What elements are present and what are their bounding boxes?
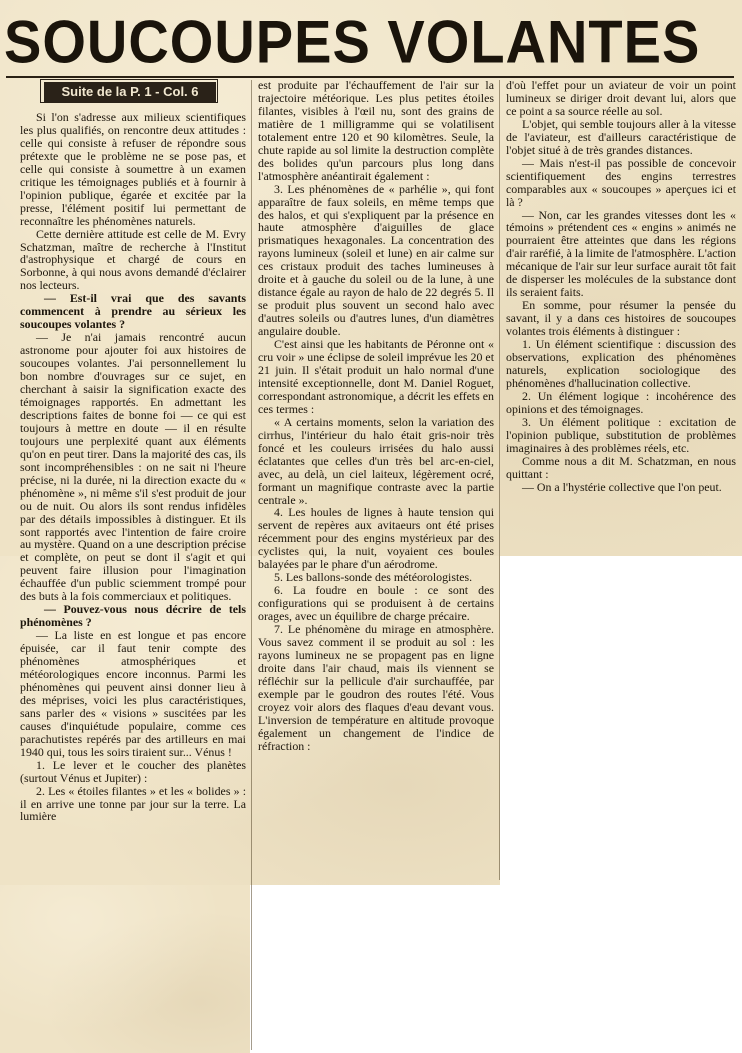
- list-item: 2. Les « étoiles filantes » et les « bolides » : il en arrive une tonne par jour sur la terre. La lumière: [20, 783, 246, 824]
- article-column-1: [20, 111, 246, 1051]
- paragraph: Cette dernière attitude est celle de M. Evry Schatzman, maître de recherche à l'Institut d'astrophysique et chargé de cours en Sorbonne, à qui nous avons demandé d'éclairer nos lecteurs.: [20, 226, 246, 293]
- paragraph: — Je n'ai jamais rencontré aucun astronome pour ajouter foi aux histoires de soucoupes volantes. J'ai personnellement lu bon nombre d'ouvrages sur ce sujet, en cherchant à saisir la signification exacte des témoignages rapportés. En admettant les descriptions faites de bonne foi — ce qui est toujours à mettre en doute — il en résulte toujours une perplexité quant aux éléments qu'on en peut tirer. Dans la majorité des cas, ils sont incompréhensibles : on ne sait ni l'heure précise, ni la durée, ni la direction exacte du « phénomène », ni même s'il s'est produit de jour ou de nuit. Ou alors ils sont rendus infidèles par des détails impossibles à distinguer. Et ils sont rapportés avec l'intention de faire croire au mystère. Quand on a une description précise et complète, on peut se dont il s'agit et qui peuvent faire illusion pour l'imagination échauffée d'un public sciemment trompé pour des buts à la fois commerciaux et politiques.: [20, 330, 246, 604]
- list-item: 6. La foudre en boule : ce sont des configurations qui se produisent à de certains orages, avec un équilibre de charge précaire.: [258, 583, 494, 624]
- list-item: 3. Les phénomènes de « parhélie », qui font apparaître de faux soleils, en même temps que des halos, et qui s'expliquent par la présence en haute atmosphère d'aiguilles de glace prismatiques hexagonales. La concentration des rayons lumineux (soleil et lune) en air calme sur ces cristaux produit des taches lumineuses à droite et à gauche du soleil ou de la lune, à une distance égale au rayon de halo de 22 degrés 5. Il se produit plus souvent un second halo avec d'autres soleils ou d'autres lunes, d'un diamètres angulaire double.: [258, 181, 494, 339]
- paragraph: — La liste en est longue et pas encore épuisée, car il faut tenir compte des phénomènes atmosphériques et météorologiques encore inconnus. Parmi les phénomènes qui peuvent ainsi donner lieu à des méprises, voici les plus caractéristiques, sans parler des « visions » suscitées par les causes d'inquiétude populaire, comme ces parachutistes repérés par des artilleurs en mai 1940 qui, tous les soirs tiraient sur... Vénus !: [20, 628, 246, 759]
- list-item: 2. Un élément logique : incohérence des opinions et des témoignages.: [506, 388, 736, 416]
- article-column-3: [506, 79, 736, 555]
- list-item: 3. Un élément politique : excitation de l'opinion publique, substitution de problèmes imaginaires à des problèmes réels, etc.: [506, 414, 736, 455]
- list-item: 7. Le phénomène du mirage en atmosphère. Vous savez comment il se produit au sol : les rayons lumineux ne se propagent pas en ligne droite dans l'air chaud, mais ils viennent se réfléchir sur la pellicule d'air surchauffée, par exemple par le goudron des routes l'été. Vous croyez voir alors des flaques d'eau devant vous. L'inversion de température en altitude provoque également un changement de l'indice de réfraction :: [258, 622, 494, 753]
- paragraph: En somme, pour résumer la pensée du savant, il y a dans ces histoires de soucoupes volantes trois éléments à distinguer :: [506, 298, 736, 339]
- paragraph: — Non, car les grandes vitesses dont les « témoins » prétendent ces « engins » animés ne pourraient être atteintes que dans les régions d'air raréfié, à la limite de l'atmosphère. L'action mécanique de l'air sur leur surface aurait tôt fait de disperser les molécules de la substance dont ils seraient faits.: [506, 207, 736, 300]
- column-divider-2: [499, 80, 500, 880]
- paragraph: Comme nous a dit M. Schatzman, en nous quittant :: [506, 453, 736, 481]
- headline-rule: [6, 76, 734, 78]
- paragraph: L'objet, qui semble toujours aller à la vitesse de l'aviateur, est d'ailleurs caractéristique de l'objet situé à de très grandes distances.: [506, 116, 736, 157]
- paragraph: C'est ainsi que les habitants de Péronne ont « cru voir » une éclipse de soleil imprévue les 20 et 21 juin. Il s'était produit un halo normal d'une intensité exceptionnelle, dont M. Daniel Roguet, correspondant astronomique, a décrit les effets en ces termes :: [258, 337, 494, 416]
- continuation-kicker: Suite de la P. 1 - Col. 6: [44, 82, 216, 102]
- paragraph-continued: d'où l'effet pour un aviateur de voir un point lumineux se diriger droit devant lui, alors que ce point a sa source réelle au sol.: [506, 79, 736, 118]
- article-column-2: [258, 79, 494, 884]
- column-divider-1: [251, 80, 252, 1050]
- paragraph: — Mais n'est-il pas possible de concevoir scientifiquement des engins terrestres comparables aux « soucoupes » aperçues ici et là ?: [506, 155, 736, 209]
- paragraph-continued: est produite par l'échauffement de l'air sur la trajectoire météorique. Les plus petites étoiles filantes, visibles à l'œil nu, sont des grains de matière de 1 milligramme qui se volatilisent totalement entre 120 et 90 kilomètres. Seule, la chute rapide au sol limite la destruction complète des bolides qu'un parcours plus long dans l'atmosphère anéantirait également :: [258, 79, 494, 183]
- list-item: 1. Le lever et le coucher des planètes (surtout Vénus et Jupiter) :: [20, 757, 246, 785]
- list-item: 5. Les ballons-sonde des météorologistes.: [274, 570, 473, 585]
- interview-question: — Pouvez-vous nous décrire de tels phénomènes ?: [20, 602, 246, 630]
- list-item: 4. Les houles de lignes à haute tension qui servent de repères aux avitaeurs ont été prises récemment pour des engins mystérieux par des cyclistes qui, la nuit, voyaient ces boules balayées par le phare d'un aérodrome.: [258, 505, 494, 572]
- interview-question: — Est-il vrai que des savants commencent à prendre au sérieux les soucoupes volantes ?: [20, 291, 246, 332]
- quotation: « A certains moments, selon la variation des cirrhus, l'intérieur du halo était gris-noir très foncé et les couleurs irrisées du halo aussi éclatantes que celles d'un très bel arc-en-ciel, avec, au delà, un ciel laiteux, légèrement ocré, formant un magnifique contraste avec la partie centrale ».: [258, 414, 494, 507]
- paragraph: — On a l'hystérie collective que l'on peut.: [522, 479, 722, 494]
- list-item: 1. Un élément scientifique : discussion des observations, explication des phénomènes naturels, explication sociologique des phénomènes d'hallucination collective.: [506, 337, 736, 390]
- paragraph: Si l'on s'adresse aux milieux scientifiques les plus qualifiés, on rencontre deux attitudes : celle qui consiste à refuser de répondre sous prétexte que le problème ne se pose pas, et celle qui consiste à soumettre à un examen critique les témoignages publiés et à fournir à l'opinion publique, égarée et excitée par la presse, l'élément positif lui permettant de reconnaître les phénomènes naturels.: [20, 111, 246, 228]
- headline: SOUCOUPES VOLANTES: [4, 7, 701, 76]
